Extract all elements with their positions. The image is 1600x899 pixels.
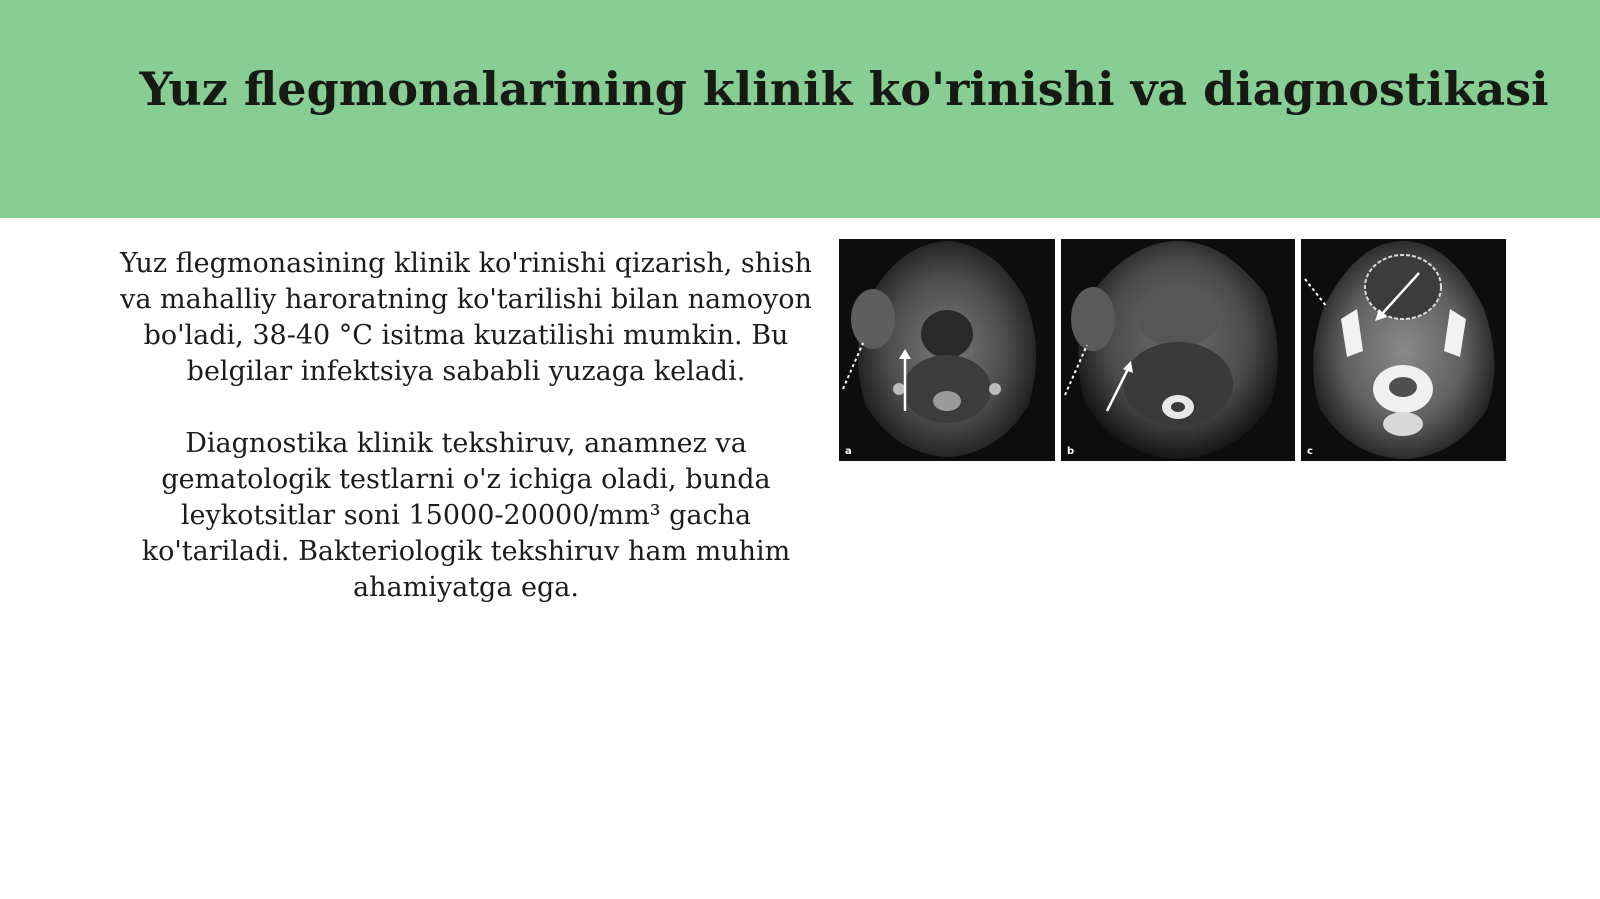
panel-label-a: a (845, 446, 852, 457)
ct-scan-image-c (1301, 239, 1506, 461)
panel-label-b: b (1067, 446, 1075, 457)
ct-scan-panel-a (839, 239, 1055, 461)
body-text (118, 246, 814, 606)
ct-scan-image-a (839, 239, 1055, 461)
slide-title: Yuz flegmonalarining klinik ko'rinishi va diagnostikasi (139, 62, 1549, 116)
ct-scan-panel-c (1301, 239, 1506, 461)
ct-scan-panel-b (1061, 239, 1295, 461)
ct-scan-image-b (1061, 239, 1295, 461)
paragraph-clinical-picture: Yuz flegmonasining klinik ko'rinishi qizarish, shish va mahalliy haroratning ko'tarilishi bilan namoyon bo'ladi, 38-40 °C isitma kuzatilishi mumkin. Bu belgilar infektsiya sababli yuzaga keladi. (119, 248, 813, 387)
ct-scan-figure (839, 239, 1506, 461)
panel-label-c: c (1307, 446, 1313, 457)
paragraph-diagnostics: Diagnostika klinik tekshiruv, anamnez va gematologik testlarni o'z ichiga oladi, bunda leykotsitlar soni 15000-20000/mm³ gacha ko'tariladi. Bakteriologik tekshiruv ham muhim ahamiyatga ega. (141, 428, 791, 603)
